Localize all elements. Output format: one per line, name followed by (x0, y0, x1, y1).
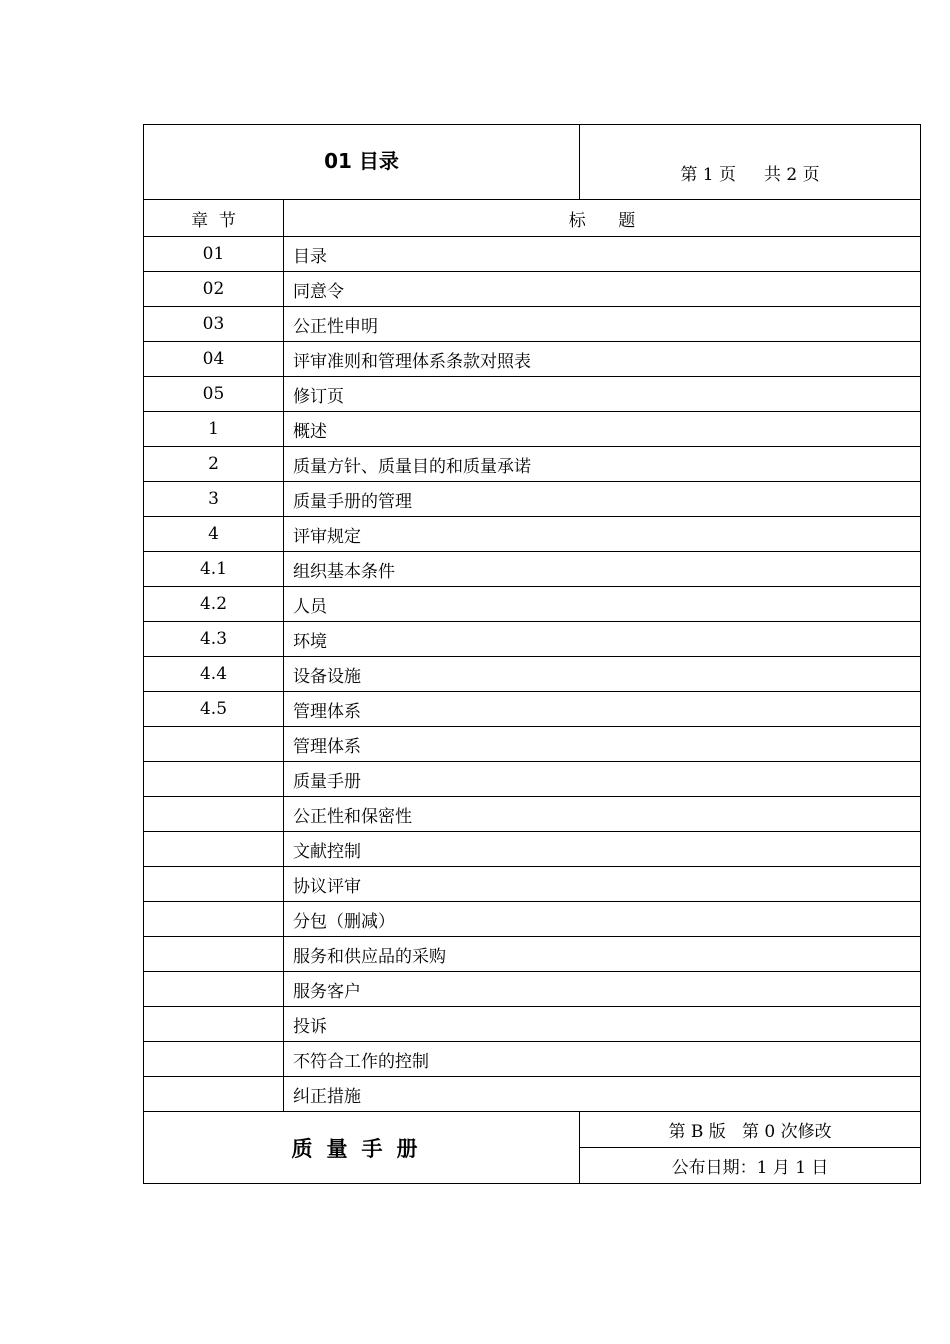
section-number: 2 (144, 447, 284, 482)
section-title: 评审规定 (284, 517, 921, 552)
section-number: 05 (144, 377, 284, 412)
section-title: 质量方针、质量目的和质量承诺 (284, 447, 921, 482)
section-title: 服务和供应品的采购 (284, 937, 921, 972)
section-title: 概述 (284, 412, 921, 447)
table-row (144, 692, 921, 727)
table-row (144, 587, 921, 622)
section-title: 修订页 (284, 377, 921, 412)
section-title: 质量手册的管理 (284, 482, 921, 517)
section-number: 4.4 (144, 657, 284, 692)
page-current: 第 1 页 (680, 165, 737, 185)
section-number (144, 797, 284, 832)
table-row (144, 237, 921, 272)
section-number (144, 762, 284, 797)
table-row (144, 517, 921, 552)
section-title: 同意令 (284, 272, 921, 307)
section-title: 人员 (284, 587, 921, 622)
section-number (144, 1077, 284, 1112)
section-title: 协议评审 (284, 867, 921, 902)
section-number: 03 (144, 307, 284, 342)
section-number (144, 867, 284, 902)
section-number (144, 937, 284, 972)
table-row (144, 902, 921, 937)
section-number: 4.1 (144, 552, 284, 587)
section-number: 3 (144, 482, 284, 517)
table-row (144, 622, 921, 657)
manual-title: 质量手册 (144, 1112, 580, 1184)
table-row (144, 1042, 921, 1077)
section-title: 文献控制 (284, 832, 921, 867)
section-title: 分包（删减） (284, 902, 921, 937)
section-number (144, 902, 284, 937)
section-title: 公正性和保密性 (284, 797, 921, 832)
table-row (144, 727, 921, 762)
table-row (144, 797, 921, 832)
footer-row-1 (144, 1112, 921, 1148)
column-header-section: 章 节 (144, 200, 284, 237)
header-row (144, 125, 921, 200)
column-header-row (144, 200, 921, 237)
section-title: 公正性申明 (284, 307, 921, 342)
section-title: 环境 (284, 622, 921, 657)
edition-info: 第 B 版 第 0 次修改 (580, 1112, 921, 1148)
table-row (144, 762, 921, 797)
table-row (144, 412, 921, 447)
page-indicator (580, 125, 921, 200)
section-number: 4.3 (144, 622, 284, 657)
document-title: 01 目录 (144, 125, 580, 200)
table-row (144, 657, 921, 692)
publish-date: 公布日期：1 月 1 日 (580, 1148, 921, 1184)
table-row (144, 272, 921, 307)
toc-table (143, 124, 921, 1184)
table-row (144, 482, 921, 517)
section-title: 设备设施 (284, 657, 921, 692)
section-number: 4.5 (144, 692, 284, 727)
table-row (144, 377, 921, 412)
section-number: 02 (144, 272, 284, 307)
table-row (144, 307, 921, 342)
section-title: 评审准则和管理体系条款对照表 (284, 342, 921, 377)
table-row (144, 867, 921, 902)
table-row (144, 937, 921, 972)
section-number: 4 (144, 517, 284, 552)
section-title: 管理体系 (284, 692, 921, 727)
table-row (144, 552, 921, 587)
section-number: 1 (144, 412, 284, 447)
page-total: 共 2 页 (764, 165, 820, 185)
table-row (144, 832, 921, 867)
section-title: 投诉 (284, 1007, 921, 1042)
section-title: 服务客户 (284, 972, 921, 1007)
table-row (144, 342, 921, 377)
section-title: 纠正措施 (284, 1077, 921, 1112)
section-title: 不符合工作的控制 (284, 1042, 921, 1077)
table-row (144, 447, 921, 482)
section-number (144, 1042, 284, 1077)
column-header-title: 标 题 (284, 200, 921, 237)
section-number (144, 727, 284, 762)
section-number (144, 832, 284, 867)
section-number: 04 (144, 342, 284, 377)
section-number (144, 1007, 284, 1042)
section-title: 组织基本条件 (284, 552, 921, 587)
section-title: 目录 (284, 237, 921, 272)
table-row (144, 1077, 921, 1112)
table-row (144, 1007, 921, 1042)
section-number: 01 (144, 237, 284, 272)
section-number (144, 972, 284, 1007)
section-number: 4.2 (144, 587, 284, 622)
table-row (144, 972, 921, 1007)
section-title: 质量手册 (284, 762, 921, 797)
section-title: 管理体系 (284, 727, 921, 762)
